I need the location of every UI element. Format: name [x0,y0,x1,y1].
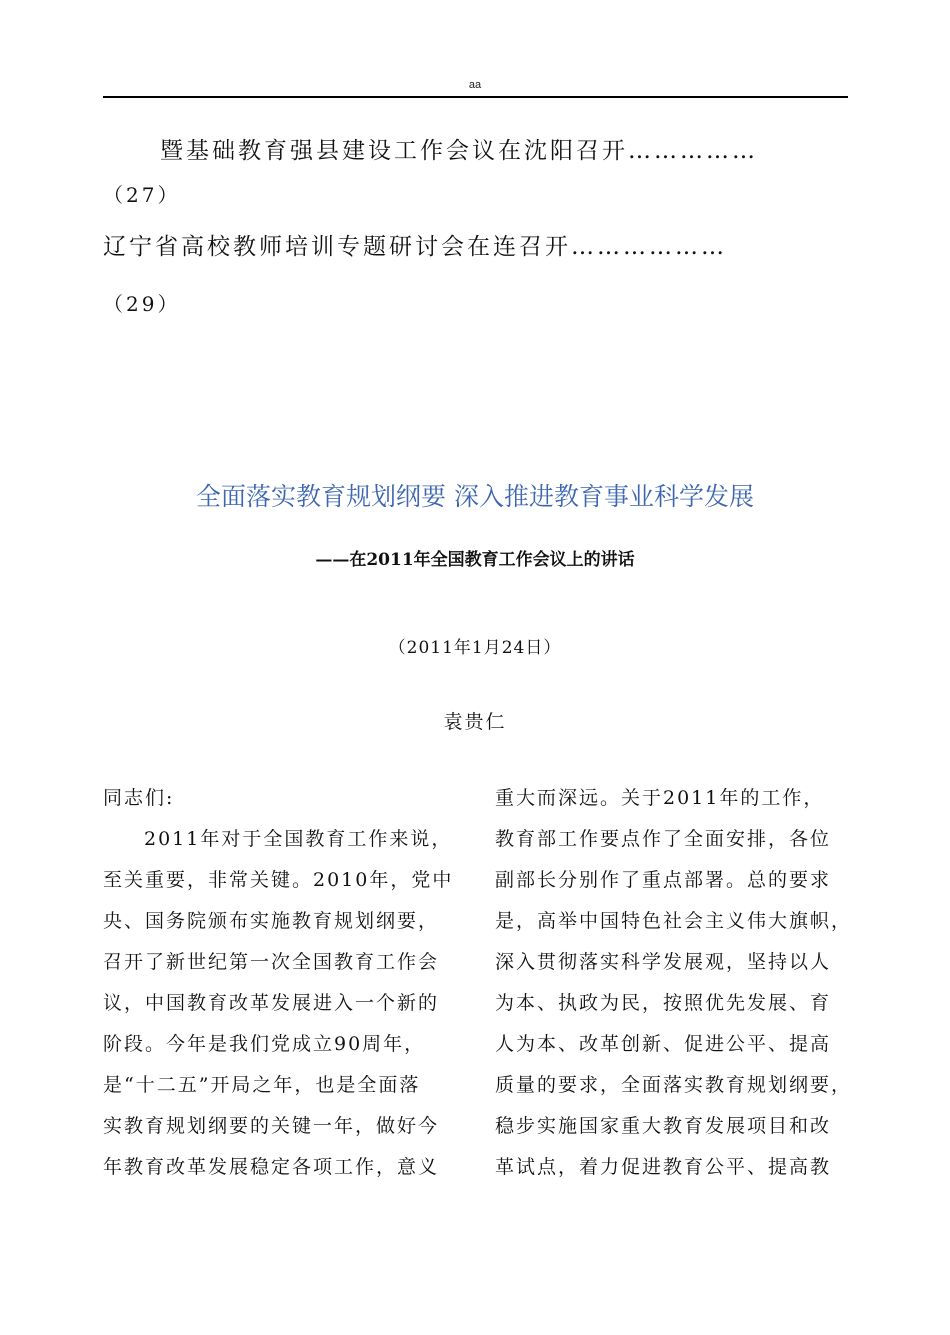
page-header-text: aa [468,79,482,91]
paragraph-line: 年教育改革发展稳定各项工作，意义 [103,1156,440,1178]
salutation: 同志们: [103,787,175,809]
paragraph-line: 稳步实施国家重大教育发展项目和改 [495,1115,832,1137]
paragraph-line: 召开了新世纪第一次全国教育工作会 [103,951,440,973]
paragraph-line: 是“十二五”开局之年，也是全面落 [103,1074,421,1096]
paragraph-line: 为本、执政为民，按照优先发展、育 [495,992,832,1014]
paragraph-line: 深入贯彻落实科学发展观，坚持以人 [495,951,832,973]
article-subtitle: ——在2011年全国教育工作会议上的讲话 [315,550,635,570]
paragraph-line: 重大而深远。关于2011年的工作， [495,787,825,809]
left-text-column [103,778,463,1188]
paragraph-line: 是，高举中国特色社会主义伟大旗帜， [495,910,853,932]
article-author: 袁贵仁 [443,711,507,733]
article-title: 全面落实教育规划纲要 深入推进教育事业科学发展 [196,482,754,511]
toc-entry-page: （29） [103,292,181,316]
right-text-column [495,778,860,1188]
paragraph-line: 至关重要，非常关键。2010年，党中 [103,869,454,891]
paragraph-line: 2011年对于全国教育工作来说， [144,828,453,850]
article-date: （2011年1月24日） [388,638,562,658]
paragraph-line: 阶段。今年是我们党成立90周年， [103,1033,426,1055]
paragraph-line: 副部长分别作了重点部署。总的要求 [495,869,832,891]
toc-entry-page: （27） [103,183,181,207]
header-rule [103,96,848,98]
toc-entry-title: 暨基础教育强县建设工作会议在沈阳召开…………… [160,138,758,164]
paragraph-line: 央、国务院颁布实施教育规划纲要， [103,910,440,932]
paragraph-line: 质量的要求，全面落实教育规划纲要， [495,1074,853,1096]
paragraph-line: 人为本、改革创新、促进公平、提高 [495,1033,832,1055]
paragraph-line: 实教育规划纲要的关键一年，做好今 [103,1115,440,1137]
paragraph-line: 革试点，着力促进教育公平、提高教 [495,1156,832,1178]
paragraph-line: 教育部工作要点作了全面安排，各位 [495,828,832,850]
paragraph-line: 议，中国教育改革发展进入一个新的 [103,992,440,1014]
toc-entry-title: 辽宁省高校教师培训专题研讨会在连召开……………… [103,234,727,260]
